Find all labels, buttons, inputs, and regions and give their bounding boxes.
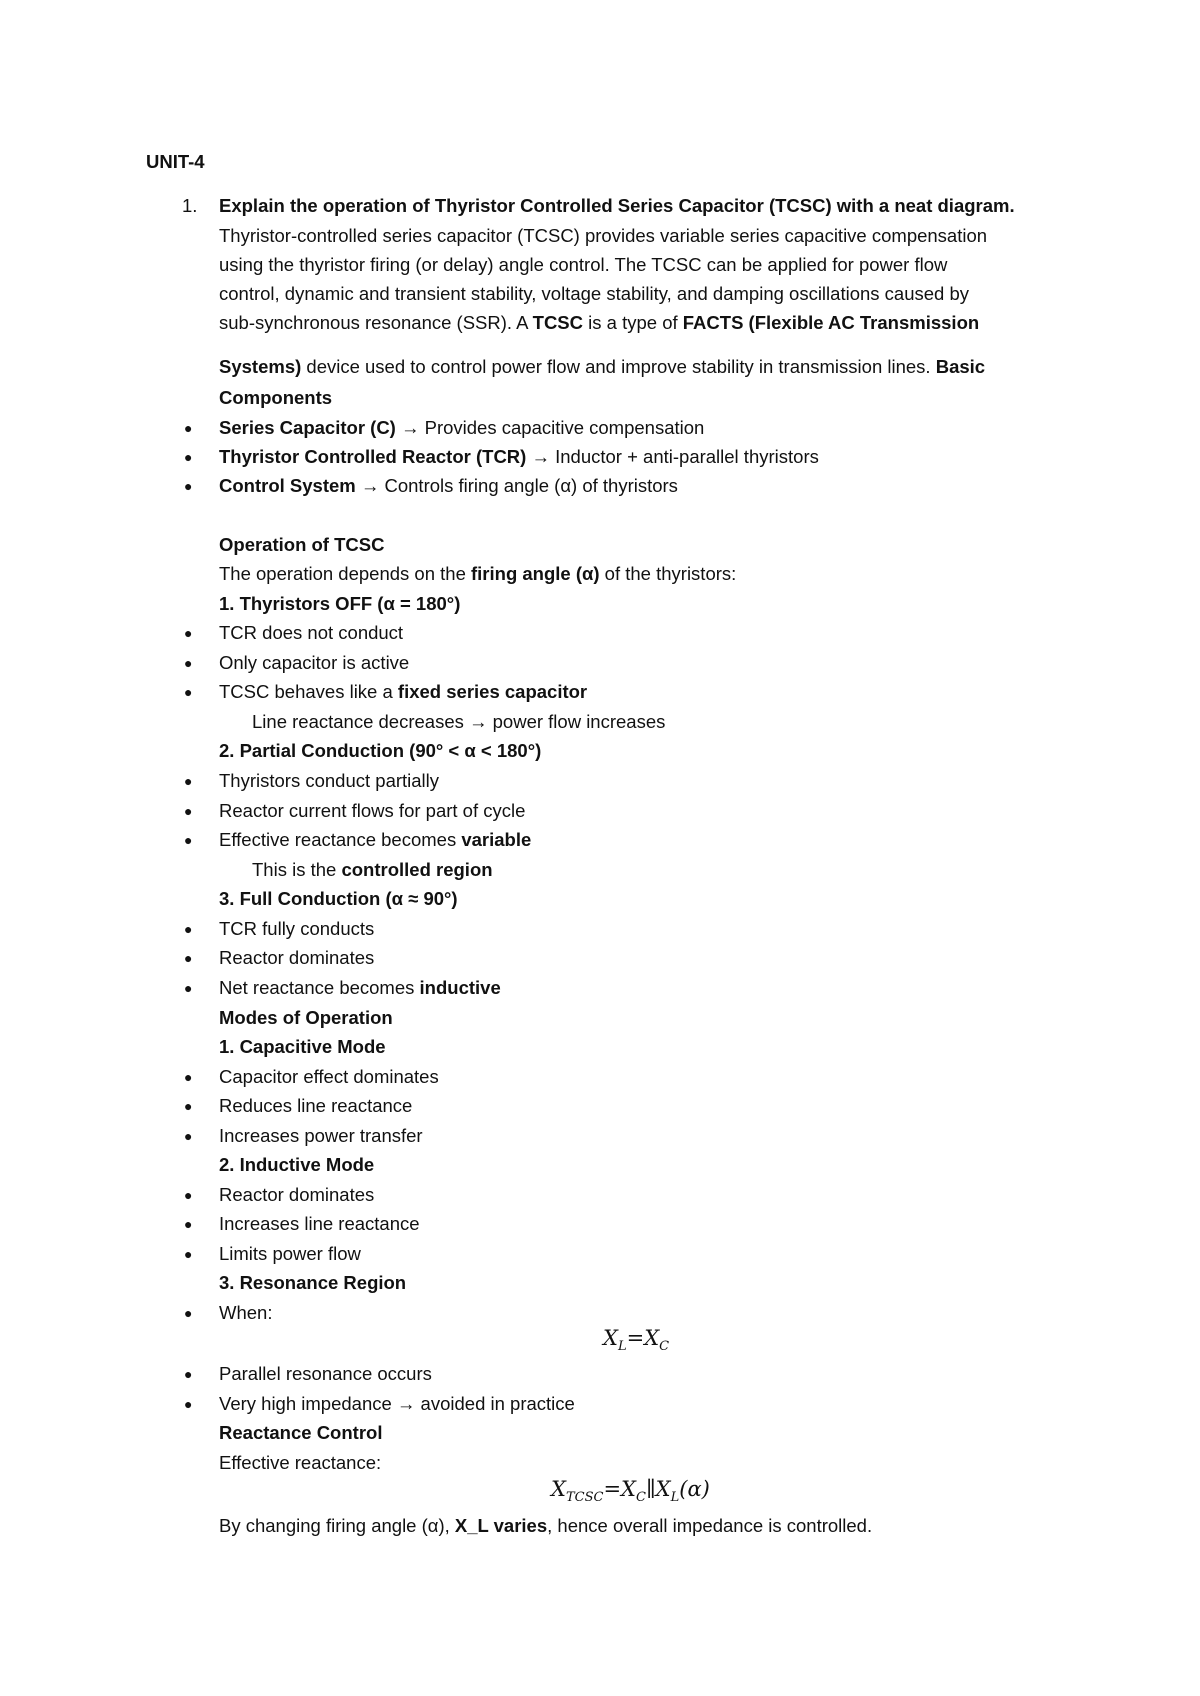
list-item: TCR fully conducts: [219, 918, 375, 939]
bullet-icon: ●: [184, 1366, 193, 1382]
equation-resonance: $X_L=X_C$: [603, 1326, 670, 1355]
bullet-icon: ●: [184, 1187, 193, 1203]
list-item: Limits power flow: [219, 1243, 361, 1264]
unit-title: UNIT-4: [146, 151, 205, 172]
intro-line-4: sub-synchronous resonance (SSR). A TCSC is a type of FACTS (Flexible AC Transmission: [219, 312, 980, 333]
operation-intro: The operation depends on the firing angle (α) of the thyristors:: [219, 563, 737, 584]
list-item: Thyristors conduct partially: [219, 770, 440, 791]
bullet-icon: ●: [184, 684, 193, 700]
bullet-icon: ●: [184, 1098, 193, 1114]
bullet-icon: ●: [184, 950, 193, 966]
capacitive-heading: 1. Capacitive Mode: [219, 1036, 386, 1057]
list-item: Increases power transfer: [219, 1125, 423, 1146]
case1-note: Line reactance decreases → power flow increases: [252, 711, 666, 732]
intro-line-3: control, dynamic and transient stability, voltage stability, and damping oscillations caused by: [219, 283, 969, 304]
components-heading: Components: [219, 387, 333, 408]
bullet-icon: ●: [184, 832, 193, 848]
list-item: Reduces line reactance: [219, 1095, 413, 1116]
bullet-icon: ●: [184, 1305, 193, 1321]
bullet-icon: ●: [184, 478, 193, 494]
resonance-heading: 3. Resonance Region: [219, 1272, 407, 1293]
intro-line-5: Systems) device used to control power flow and improve stability in transmission lines. Basic: [219, 356, 986, 377]
bullet-icon: ●: [184, 655, 193, 671]
list-item: Effective reactance becomes variable: [219, 829, 532, 850]
bullet-icon: ●: [184, 1069, 193, 1085]
question-title: Explain the operation of Thyristor Controlled Series Capacitor (TCSC) with a neat diagram.: [219, 195, 1015, 216]
intro-line-2: using the thyristor firing (or delay) angle control. The TCSC can be applied for power flow: [219, 254, 948, 275]
case1-heading: 1. Thyristors OFF (α = 180°): [219, 593, 461, 614]
list-item: TCSC behaves like a fixed series capacitor: [219, 681, 588, 702]
list-item: Reactor current flows for part of cycle: [219, 800, 526, 821]
list-item: TCR does not conduct: [219, 622, 404, 643]
reactance-conclusion: By changing firing angle (α), X_L varies, hence overall impedance is controlled.: [219, 1515, 873, 1536]
list-item: Reactor dominates: [219, 1184, 375, 1205]
case2-note: This is the controlled region: [252, 859, 493, 880]
list-item: Only capacitor is active: [219, 652, 410, 673]
bullet-icon: ●: [184, 625, 193, 641]
list-item: Increases line reactance: [219, 1213, 420, 1234]
list-item: Very high impedance → avoided in practice: [219, 1393, 575, 1414]
list-item: Net reactance becomes inductive: [219, 977, 501, 998]
bullet-icon: ●: [184, 773, 193, 789]
bullet-icon: ●: [184, 921, 193, 937]
bullet-icon: ●: [184, 1128, 193, 1144]
list-item: Thyristor Controlled Reactor (TCR) → Inductor + anti-parallel thyristors: [219, 446, 819, 467]
bullet-icon: ●: [184, 1216, 193, 1232]
list-item: When:: [219, 1302, 273, 1323]
list-item: Parallel resonance occurs: [219, 1363, 432, 1384]
bullet-icon: ●: [184, 980, 193, 996]
reactance-heading: Reactance Control: [219, 1422, 383, 1443]
modes-heading: Modes of Operation: [219, 1007, 393, 1028]
case2-heading: 2. Partial Conduction (90° < α < 180°): [219, 740, 542, 761]
list-item: Reactor dominates: [219, 947, 375, 968]
bullet-icon: ●: [184, 1246, 193, 1262]
bullet-icon: ●: [184, 1396, 193, 1412]
list-item: Capacitor effect dominates: [219, 1066, 439, 1087]
intro-line-1: Thyristor-controlled series capacitor (TCSC) provides variable series capacitive compensation: [219, 225, 988, 246]
bullet-icon: ●: [184, 803, 193, 819]
operation-heading: Operation of TCSC: [219, 534, 385, 555]
equation-tcsc-reactance: $X_{TCSC}=X_C\parallel X_L(\alpha)$: [551, 1477, 710, 1506]
inductive-heading: 2. Inductive Mode: [219, 1154, 375, 1175]
reactance-label: Effective reactance:: [219, 1452, 382, 1473]
case3-heading: 3. Full Conduction (α ≈ 90°): [219, 888, 458, 909]
bullet-icon: ●: [184, 420, 193, 436]
bullet-icon: ●: [184, 449, 193, 465]
list-item: Series Capacitor (C) → Provides capacitive compensation: [219, 417, 705, 438]
question-number: 1.: [182, 195, 198, 216]
list-item: Control System → Controls firing angle (α) of thyristors: [219, 475, 678, 496]
